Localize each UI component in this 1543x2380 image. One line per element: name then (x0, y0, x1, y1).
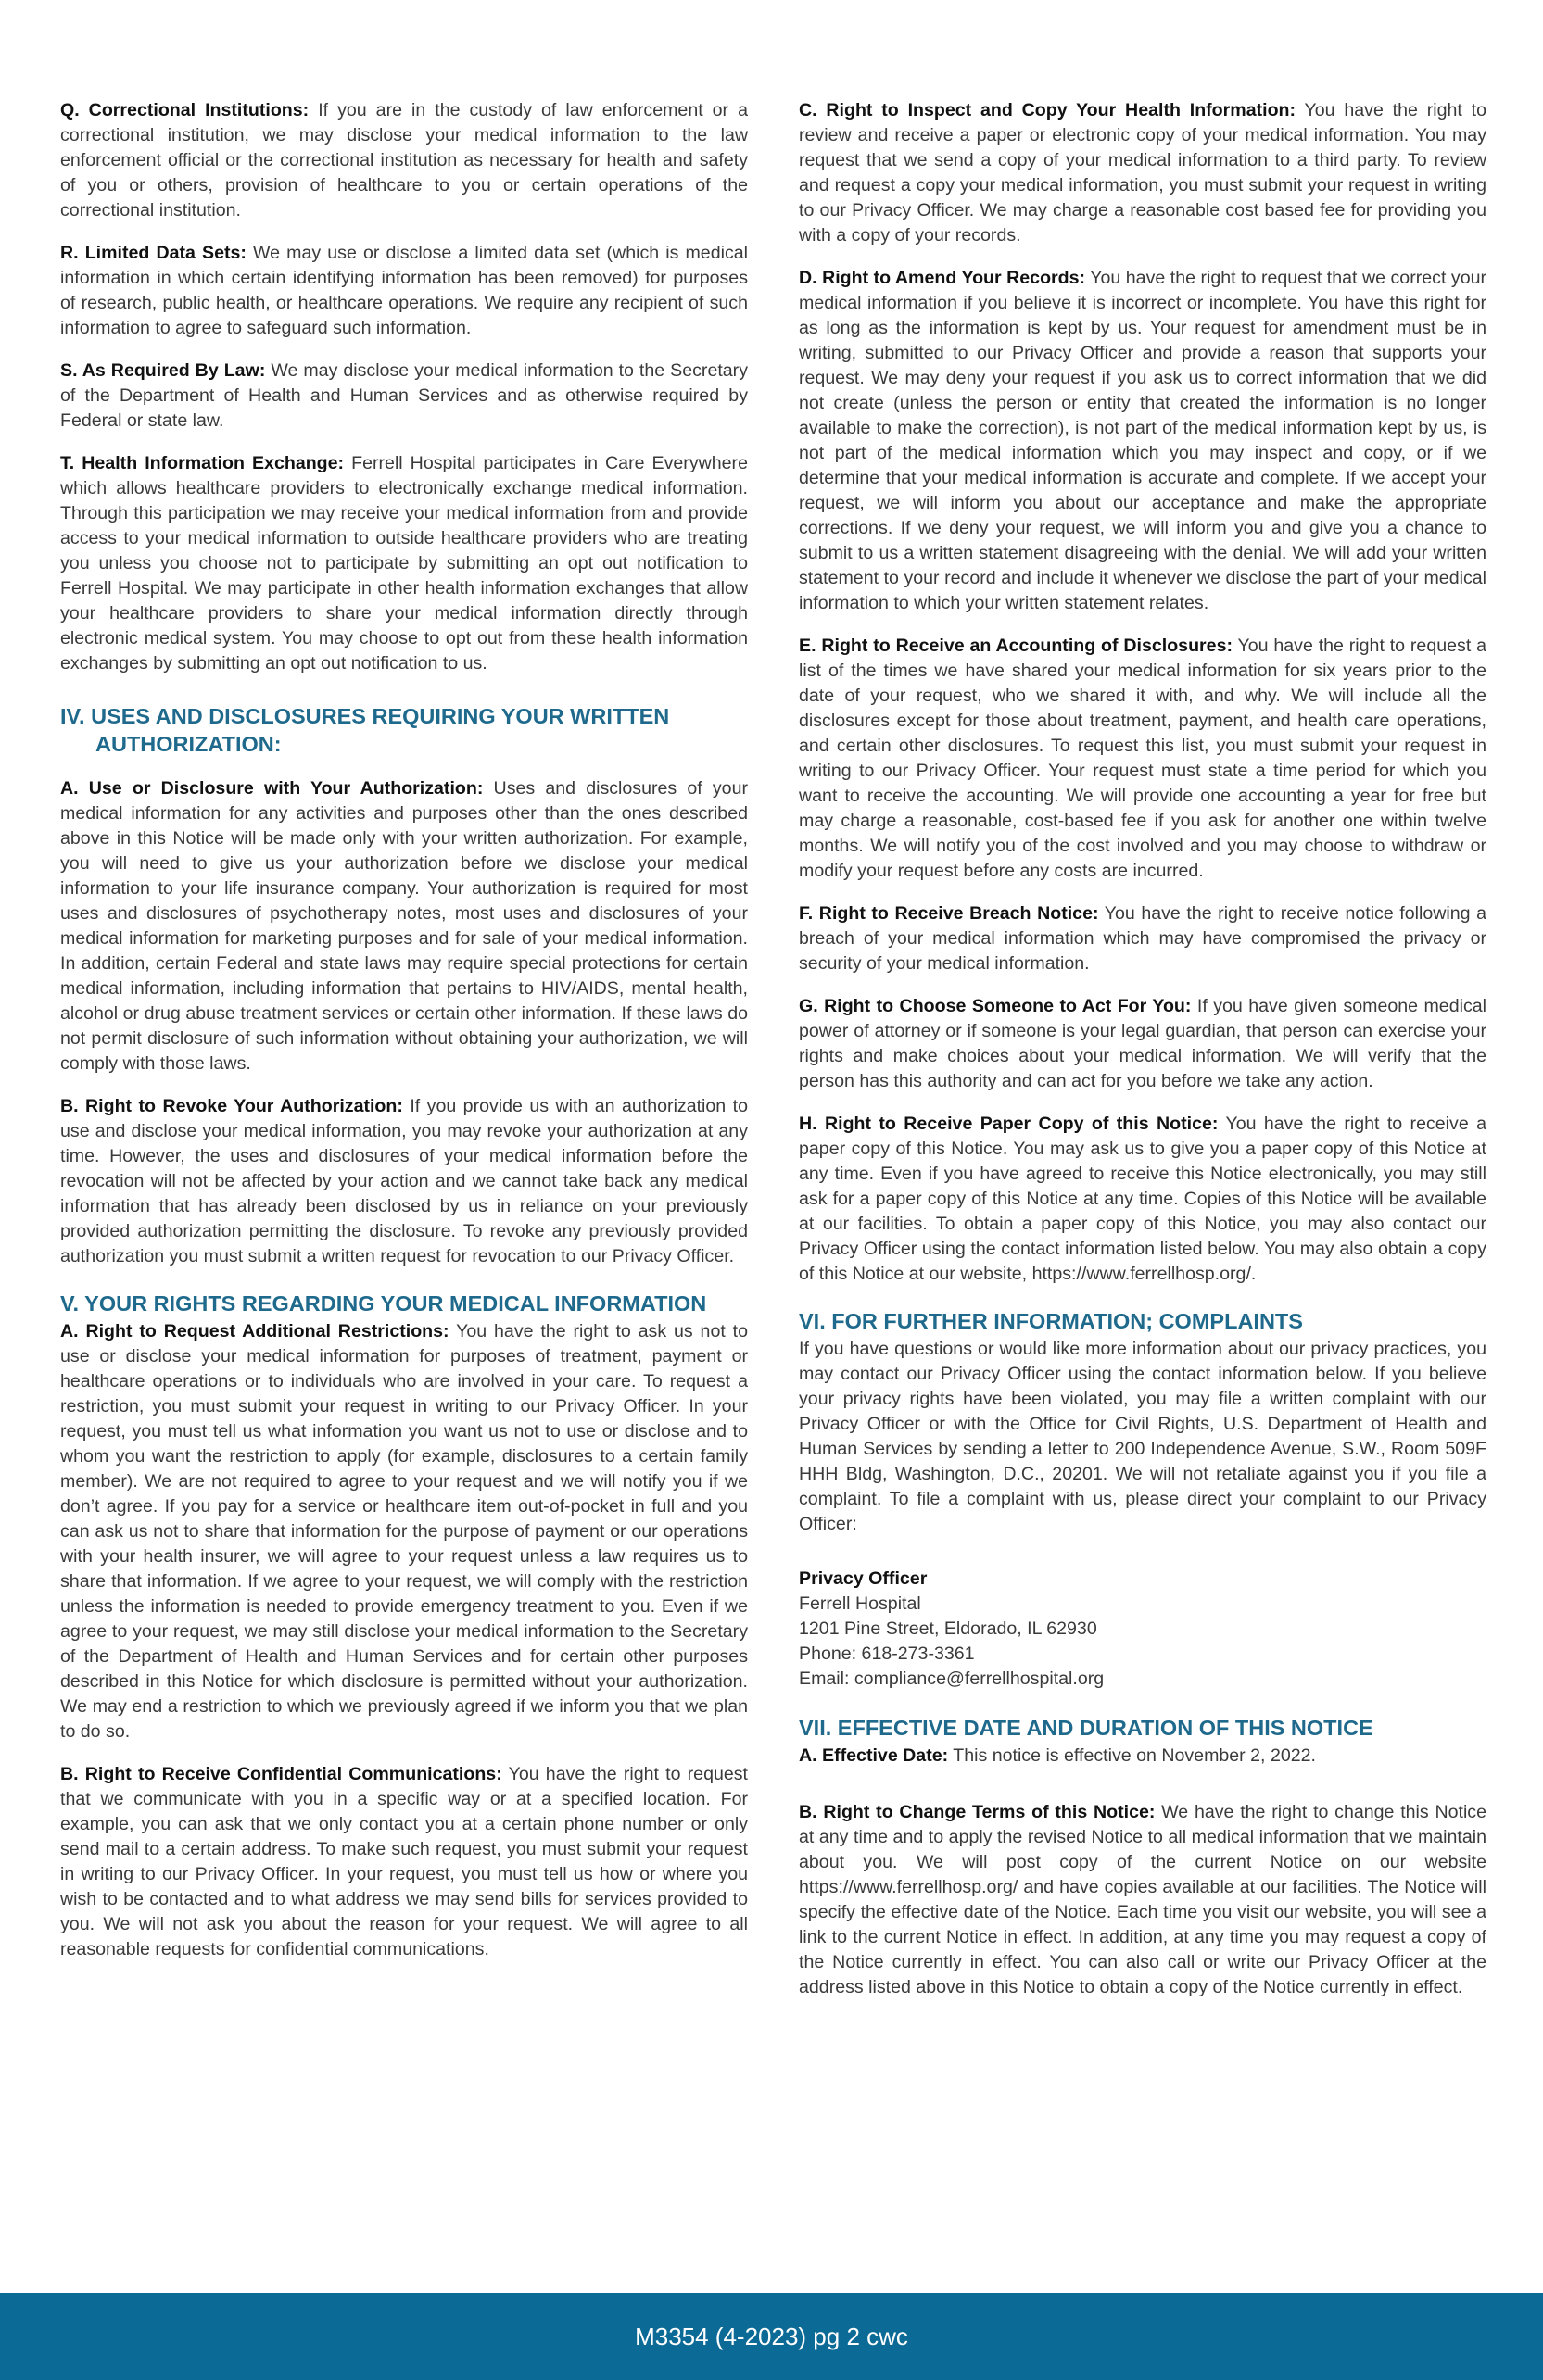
page-footer (0, 2293, 1543, 2380)
item-s (60, 359, 748, 434)
contact-org: Ferrell Hospital (799, 1593, 921, 1614)
item-text: If you are in the custody of law enforcement or a correctional institution, we may disclose your medical information to the law enforcement official or the correctional institution as necessary for health and safety of you or others, provision of healthcare to you or certain operations of the correctional institution. (60, 100, 748, 220)
item-text: Uses and disclosures of your medical information for any activities and purposes other than the ones described above in this Notice will be made only with your written authorization. For example, you will need to give us your authorization before we disclose your medical information to your life insurance company. Your authorization is required for most uses and disclosures of psychotherapy notes, most uses and disclosures of your medical information for marketing purposes and for sale of your medical information. In addition, certain Federal and state laws may require special protections for certain medical information, including information that pertains to HIV/AIDS, mental health, alcohol or drug abuse treatment services or certain other information. If these laws do not permit disclosure of such information without obtaining your authorization, we will comply with those laws. (60, 778, 749, 1074)
item-t (60, 451, 748, 676)
item-text: If you provide us with an authorization to use and disclose your medical information, you may revoke your authorization at any time. However, the uses and disclosures of your medical information before the revocation will not be affected by your action and we cannot take back any medical information that has already been disclosed by us in reliance on your previously provided authorization permitting the disclosure. To revoke any previously provided authorization you must submit a written request for revocation to our Privacy Officer. (60, 1096, 748, 1266)
item-label: A. Right to Request Additional Restrictions: (60, 1321, 449, 1341)
item-label: B. Right to Change Terms of this Notice: (799, 1802, 1156, 1822)
item-text: You have the right to receive notice following a breach of your medical information which may have compromised the privacy or security of your medical information. (799, 903, 1486, 974)
item-v-e (799, 634, 1486, 884)
item-iv-b (60, 1094, 748, 1269)
item-r (60, 241, 748, 341)
section-v-heading: V. YOUR RIGHTS REGARDING YOUR MEDICAL INFORMATION (60, 1291, 707, 1316)
item-v-b (60, 1762, 748, 1962)
item-label: A. Use or Disclosure with Your Authorization: (60, 778, 484, 799)
right-column (799, 98, 1486, 2018)
footer-text: M3354 (4-2023) pg 2 cwc (635, 2322, 908, 2350)
contact-title: Privacy Officer (799, 1568, 928, 1589)
item-label: H. Right to Receive Paper Copy of this Notice: (799, 1114, 1219, 1134)
item-text: You have the right to review and receive a paper or electronic copy of your medical information. You may request that we send a copy of your medical information to a third party. To review and request a copy your medical information, you must submit your request in writing to our Privacy Officer. We may charge a reasonable cost based fee for providing you with a copy of your records. (799, 100, 1486, 246)
item-text: If you have given someone medical power of attorney or if someone is your legal guardian, that person can exercise your rights and make choices about your medical information. We will verify that the person has this authority and can act for you before we take any action. (799, 996, 1487, 1091)
item-text: You have the right to request that we communicate with you in a specific way or at a specified location. For example, you can ask that we only contact you at a certain phone number or only send mail to a certain address. To make such request, you must submit your request in writing to our Privacy Officer. In your request, you must tell us how or where you wish to be contacted and to what address we may send bills for services provided to you. We will not ask you about the reason for your request. We will agree to all reasonable requests for confidential communications. (60, 1764, 749, 1959)
item-text: We have the right to change this Notice at any time and to apply the revised Notice to all medical information that we maintain about you. We will post copy of the current Notice on our website https://www.ferrellhosp.org/ and have copies available at our facilities. The Notice will specify the effective date of the Notice. Each time you visit our website, you will see a link to the current Notice in effect. In addition, at any time you may request a copy of the Notice currently in effect. You can also call or write our Privacy Officer at the address listed above in this Notice to obtain a copy of the Notice currently in effect. (799, 1802, 1486, 1997)
item-label: S. As Required By Law: (60, 360, 266, 381)
item-text: You have the right to request that we correct your medical information if you believe it is incorrect or incomplete. You have this right for as long as the information is kept by us. Your request for amendment must be in writing, submitted to our Privacy Officer and provide a reason that supports your request. We may deny your request if you ask us to correct information that we did not create (unless the person or entity that created the information is no longer available to make the correction), is not part of the medical information kept by us, is not part of the medical information which you may inspect and copy, or if we determine that your medical information is accurate and complete. If we accept your request, we will inform you about our acceptance and make the appropriate corrections. If we deny your request, we will inform you and give you a chance to submit to us a written statement disagreeing with the denial. We will add your written statement to your record and include it whenever we disclose the part of your medical information to which your written statement relates. (799, 268, 1487, 613)
item-label: B. Right to Revoke Your Authorization: (60, 1096, 403, 1116)
item-v-h (799, 1112, 1486, 1287)
contact-phone: Phone: 618-273-3361 (799, 1643, 975, 1664)
item-label: A. Effective Date: (799, 1745, 949, 1766)
item-label: D. Right to Amend Your Records: (799, 268, 1086, 288)
item-label: T. Health Information Exchange: (60, 453, 345, 473)
item-iv-a (60, 776, 748, 1077)
item-v-f (799, 901, 1486, 976)
item-v-c (799, 98, 1486, 248)
item-label: R. Limited Data Sets: (60, 243, 247, 263)
item-text: Ferrell Hospital participates in Care Everywhere which allows healthcare providers to electronically exchange medical information. Through this participation we may receive your medical information from and provide access to your medical information to outside healthcare providers who are treating you unless you choose not to participate by submitting an opt out notification to Ferrell Hospital. We may participate in other health information exchanges that allow your healthcare providers to share your medical information directly through electronic medical system. You may choose to opt out from these health information exchanges by submitting an opt out notification to us. (60, 453, 748, 674)
section-vi-heading: VI. FOR FURTHER INFORMATION; COMPLAINTS (799, 1309, 1303, 1333)
item-q (60, 98, 748, 223)
item-text: You have the right to request a list of the times we have shared your medical information for six years prior to the date of your request, who we shared it with, and why. We will include all the disclosures except for those about treatment, payment, and health care operations, and certain other disclosures. To request this list, you must submit your request in writing to our Privacy Officer. Your request must state a time period for which you want to receive the accounting. We will provide one accounting a year for free but may charge a reasonable, cost-based fee if you ask for another one within twelve months. We will notify you of the cost involved and you may choose to withdraw or modify your request before any costs are incurred. (799, 636, 1486, 881)
item-text: We may disclose your medical information to the Secretary of the Department of Health and Human Services and as otherwise required by Federal or state law. (60, 360, 748, 431)
left-column (60, 98, 748, 1980)
item-v-g (799, 994, 1486, 1094)
item-text: We may use or disclose a limited data set (which is medical information in which certain identifying information has been removed) for purposes of research, public health, or healthcare operations. We require any recipient of such information to agree to safeguard such information. (60, 243, 749, 338)
item-v-d (799, 266, 1486, 616)
item-label: F. Right to Receive Breach Notice: (799, 903, 1099, 924)
item-label: G. Right to Choose Someone to Act For You: (799, 996, 1192, 1016)
item-text: This notice is effective on November 2, 2022. (953, 1745, 1316, 1766)
item-label: C. Right to Inspect and Copy Your Health Information: (799, 100, 1296, 120)
item-vii-b (799, 1800, 1486, 2000)
contact-email: Email: compliance@ferrellhospital.org (799, 1669, 1105, 1689)
section-vi-text: If you have questions or would like more information about our privacy practices, you may contact our Privacy Officer using the contact information below. If you believe your privacy rights have been violated, you may file a written complaint with our Privacy Officer or with the Office for Civil Rights, U.S. Department of Health and Human Services by sending a letter to 200 Independence Avenue, S.W., Room 509F HHH Bldg, Washington, D.C., 20201. We will not retaliate against you if you file a complaint. To file a complaint with us, please direct your complaint to our Privacy Officer: (799, 1339, 1486, 1534)
contact-address: 1201 Pine Street, Eldorado, IL 62930 (799, 1618, 1097, 1639)
privacy-officer-contact (799, 1567, 1486, 1692)
item-text: You have the right to receive a paper copy of this Notice. You may ask us to give you a paper copy of this Notice at any time. Even if you have agreed to receive this Notice electronically, you may still ask for a paper copy of this Notice at any time. Copies of this Notice will be available at our facilities. To obtain a paper copy of this Notice, you may also contact our Privacy Officer using the contact information listed below. You may also obtain a copy of this Notice at our website, https://www.ferrellhosp.org/. (799, 1114, 1486, 1284)
section-iv-heading-line2: AUTHORIZATION: (95, 732, 282, 756)
item-label: E. Right to Receive an Accounting of Disclosures: (799, 636, 1233, 656)
item-text: You have the right to ask us not to use or disclose your medical information for purposes of treatment, payment or healthcare operations or to individuals who are involved in your care. To request a restriction, you must submit your request in writing to our Privacy Officer. In your request, you must tell us what information you want us not to use or disclose and to whom you want the restriction to apply (for example, disclosures to a certain family member). We are not required to agree to your request and we will notify you if we don’t agree. If you pay for a service or healthcare item out-of-pocket in full and you can ask us not to share that information for the purpose of payment or our operations with your health insurer, we will agree to your request unless a law requires us to share that information. If we agree to your request, we will comply with the restriction unless the information is needed to provide emergency treatment to you. Even if we agree to your request, we may still disclose your medical information to the Secretary of the Department of Health and Human Services and for certain other purposes described in this Notice for which disclosure is permitted without your authorization. We may end a restriction to which we previously agreed if we inform you that we plan to do so. (60, 1321, 749, 1742)
item-vii-a (799, 1744, 1486, 1769)
section-iv-heading (60, 702, 748, 758)
section-iv-heading-line1: IV. USES AND DISCLOSURES REQUIRING YOUR WRITTEN (60, 704, 670, 728)
item-v-a (60, 1319, 748, 1744)
section-vii-heading: VII. EFFECTIVE DATE AND DURATION OF THIS NOTICE (799, 1716, 1373, 1740)
item-label: Q. Correctional Institutions: (60, 100, 310, 120)
item-label: B. Right to Receive Confidential Communications: (60, 1764, 502, 1784)
